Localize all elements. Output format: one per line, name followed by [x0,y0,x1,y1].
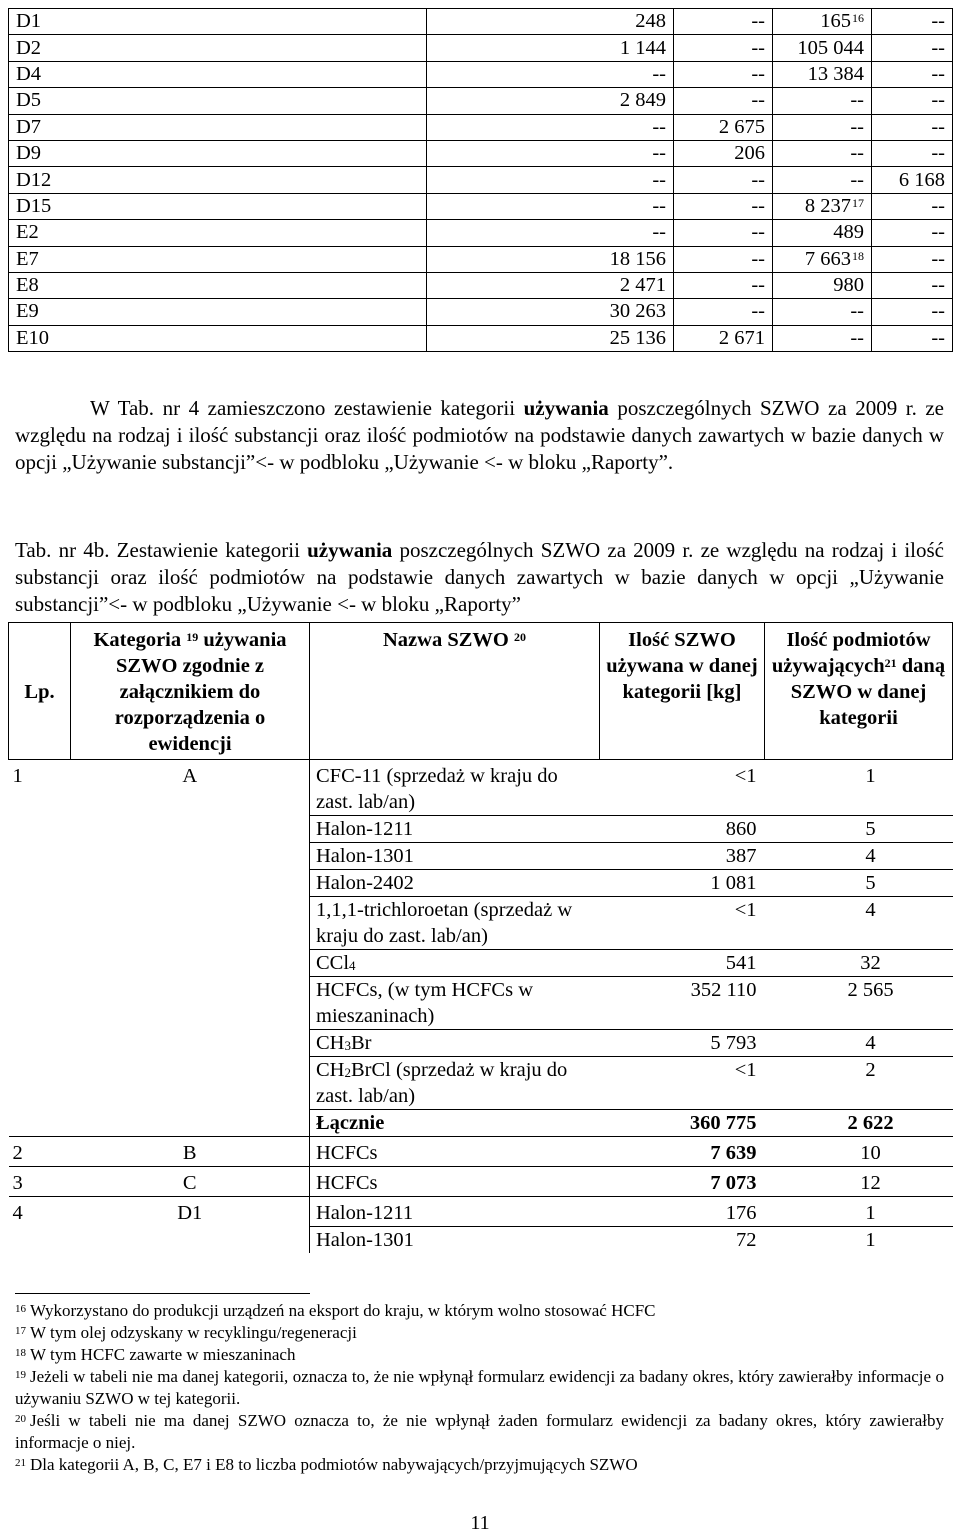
value-col-2 [674,61,773,87]
value-col-1-value: -- [652,62,666,85]
formula-part: BrCl (sprzedaż w kraju do zast. lab/an) [316,1059,568,1107]
table-row [9,760,953,816]
substance-name: Halon-1211 [310,816,600,843]
footnote-number: 19 [15,1369,26,1381]
formula-part: CH [316,1032,345,1054]
substance-name: Halon-1211 [310,1197,600,1227]
value-col-3 [773,140,872,166]
category-code-value: D1 [16,10,42,33]
category-code [9,61,427,87]
category-code-value: D9 [16,142,42,165]
value-col-2 [674,167,773,193]
footnote-item [15,1410,944,1454]
intro-text-start: W Tab. nr 4 zamieszczono zestawienie kategorii [90,396,524,420]
substance-name: HCFCs [310,1167,600,1197]
substance-quantity: 7 073 [600,1167,765,1197]
group-lp: 3 [9,1167,71,1197]
value-col-3-value: 13 384 [807,62,864,85]
total-entity-count: 2 622 [847,1112,894,1134]
category-code [9,299,427,325]
category-code-value: E2 [16,221,39,244]
footnote-number: 18 [15,1347,26,1359]
substance-entity-count: 2 [765,1057,953,1110]
value-col-3-value: -- [850,168,864,191]
substance-entity-count: 1 [765,1197,953,1227]
substance-quantity: 7 639 [600,1137,765,1167]
value-col-2-value: -- [751,62,765,85]
group-lp: 2 [9,1137,71,1167]
footnote-text: W tym HCFC zawarte w mieszaninach [30,1345,296,1364]
value-col-4-value: -- [931,10,945,33]
substance-quantity: 352 110 [600,977,765,1030]
value-col-3 [773,220,872,246]
value-col-1-value: -- [652,168,666,191]
footnote-number: 21 [15,1457,26,1469]
group-lp: 4 [9,1197,71,1227]
substance-name: HCFCs, (w tym HCFCs w mieszaninach) [310,977,600,1030]
header-entities-footnote: 21 [884,656,897,670]
value-col-2 [674,325,773,351]
value-col-4 [872,220,953,246]
header-entities-text-a: Ilość podmiotów używających [771,629,931,677]
header-entities [765,623,953,760]
category-code [9,9,427,35]
value-col-4 [872,167,953,193]
table-row [9,1137,953,1167]
header-quantity-text: Ilość SZWO używana w danej kategorii [kg] [606,629,758,703]
value-col-2-value: -- [751,221,765,244]
footnote-number: 16 [15,1303,26,1315]
intro-text-end: poszczególnych SZWO za 2009 r. ze względu na rodzaj i ilość substancji oraz ilość podmiotów na podstawie danych zawartych w bazie danych w opcji „Używanie substancji”<- w podbloku „Używanie <- w bloku „Raporty”. [15,396,944,474]
value-col-3-value: -- [850,300,864,323]
value-col-3-value: 8 237 [804,194,851,217]
substance-quantity: 72 [736,1229,757,1251]
value-col-4-value: -- [931,142,945,165]
value-col-2-value: -- [751,168,765,191]
table-caption [15,537,944,618]
formula-subscript: 2 [344,1065,351,1080]
value-col-2 [674,88,773,114]
footnote-text: Jeżeli w tabeli nie ma danej kategorii, oznacza to, że nie wpłynął formularz ewidencji za badany okres, który zawierałby informacje o używaniu SZWO w tej kategorii. [15,1367,944,1408]
substance-entity-count: 4 [765,897,953,950]
value-col-1-value: 25 136 [609,326,666,349]
formula-part: CH [316,1059,345,1081]
group-lp: 1 [12,765,23,787]
value-col-1-value: -- [652,142,666,165]
summary-table-body [9,9,953,352]
substance-name: HCFCs [310,1137,600,1167]
value-col-4 [872,35,953,61]
footnote-text: Dla kategorii A, B, C, E7 i E8 to liczba podmiotów nabywających/przyjmujących SZWO [30,1455,638,1474]
footnote-text: Jeśli w tabeli nie ma danej SZWO oznacza to, że nie wpłynął żaden formularz ewidencji za badany okres, który zawierałby informacje o niej. [15,1411,944,1452]
table-row [9,325,953,351]
value-col-3-value: -- [850,115,864,138]
value-col-3-value: -- [850,326,864,349]
value-col-1 [427,61,674,87]
header-lp-text: Lp. [24,681,55,703]
category-code-value: E7 [16,247,39,270]
category-code-value: D5 [16,89,42,112]
value-col-3 [773,193,872,219]
substance-name [310,1030,600,1057]
value-col-2-value: -- [751,89,765,112]
category-code [9,167,427,193]
value-col-1 [427,325,674,351]
substance-quantity: <1 [600,1057,765,1110]
table-row [9,61,953,87]
substance-name: 1,1,1-trichloroetan (sprzedaż w kraju do zast. lab/an) [310,897,600,950]
category-code [9,325,427,351]
value-col-2 [674,272,773,298]
table-row [9,977,953,1030]
formula-subscript: 3 [344,1038,351,1053]
total-label: Łącznie [310,1110,600,1137]
category-code [9,193,427,219]
value-col-2 [674,35,773,61]
footnotes [15,1300,944,1476]
substance-quantity: 1 081 [600,870,765,897]
formula-subscript: 4 [349,958,356,973]
value-col-3-value: -- [850,142,864,165]
value-col-1 [427,246,674,272]
table-row [9,950,953,977]
value-col-4-value: -- [931,115,945,138]
header-category [71,623,310,760]
value-col-3-value: 105 044 [797,36,864,59]
header-category-footnote: 19 [186,630,199,644]
substance-name [310,1057,600,1110]
table-row [9,114,953,140]
value-col-4-value: -- [931,89,945,112]
table-row [9,88,953,114]
table-row [9,220,953,246]
value-col-1 [427,114,674,140]
substance-entity-count: 12 [765,1167,953,1197]
group-category: B [71,1137,310,1167]
header-name-footnote: 20 [513,630,526,644]
header-entities-text-b: daną SZWO w danej kategorii [790,655,946,729]
value-col-3 [773,114,872,140]
value-col-1 [427,9,674,35]
substance-quantity: 541 [600,950,765,977]
substance-quantity: <1 [600,760,765,816]
value-col-3 [773,299,872,325]
usage-table-body [9,760,953,1254]
footnote-item [15,1322,944,1344]
caption-text-end: poszczególnych SZWO za 2009 r. ze względu na rodzaj i ilość substancji oraz ilość podmiotów na podstawie danych zawartych w bazie danych w opcji „Używanie substancji”<- w podbloku „Używanie <- w bloku „Raporty” [15,538,944,616]
table-row [9,843,953,870]
table-row [9,1197,953,1227]
value-col-2 [674,140,773,166]
value-col-4 [872,88,953,114]
value-col-2-value: -- [751,274,765,297]
footnote-number: 17 [15,1325,26,1337]
value-col-4-value: -- [931,62,945,85]
category-code-value: D12 [16,168,52,191]
value-col-3 [773,272,872,298]
header-category-text-a: Kategoria [93,629,182,651]
header-name-text: Nazwa SZWO [383,629,509,651]
value-col-1 [427,272,674,298]
value-col-4 [872,325,953,351]
value-col-4-value: -- [931,300,945,323]
value-col-2-value: 206 [734,142,765,165]
category-code-value: D7 [16,115,42,138]
footnote-number: 20 [15,1413,26,1425]
category-code [9,272,427,298]
footnote-item [15,1366,944,1410]
formula-part: Br [350,1032,372,1054]
footnote-separator [15,1293,310,1294]
category-code-value: D2 [16,36,42,59]
table-row [9,1167,953,1197]
table-row [9,1057,953,1110]
table-row [9,1227,953,1254]
table-row [9,140,953,166]
value-col-3 [773,167,872,193]
table-row [9,1030,953,1057]
substance-quantity: <1 [600,897,765,950]
caption-bold-word: używania [307,538,393,562]
value-col-2 [674,114,773,140]
substance-entity-count: 10 [765,1137,953,1167]
substance-entity-count: 2 565 [765,977,953,1030]
value-col-3-value: 7 663 [804,247,851,270]
summary-table [8,8,953,352]
table-row [9,193,953,219]
value-col-2 [674,246,773,272]
value-col-4 [872,140,953,166]
value-col-4 [872,193,953,219]
substance-entity-count: 5 [765,816,953,843]
category-code [9,35,427,61]
value-col-2 [674,220,773,246]
value-col-3-value: 489 [833,221,864,244]
category-code-value: D4 [16,62,42,85]
value-col-3-value: 980 [833,274,864,297]
header-category-text-b: używania SZWO zgodnie z załącznikiem do rozporządzenia o ewidencji [114,629,287,755]
value-col-3 [773,325,872,351]
value-col-2 [674,299,773,325]
value-col-4 [872,299,953,325]
intro-paragraph [15,395,944,476]
table-row [9,35,953,61]
table-row [9,816,953,843]
value-col-3 [773,35,872,61]
substance-entity-count: 4 [765,843,953,870]
value-col-2-value: -- [751,194,765,217]
footnote-reference: 18 [852,248,864,263]
substance-name: Halon-1301 [310,1227,600,1254]
group-category: D1 [71,1197,310,1227]
value-col-2-value: 2 675 [718,115,765,138]
table-row [9,299,953,325]
value-col-1-value: -- [652,221,666,244]
substance-name: CFC-11 (sprzedaż w kraju do zast. lab/an) [310,760,600,816]
value-col-1 [427,220,674,246]
value-col-3-value: -- [850,89,864,112]
value-col-3 [773,246,872,272]
category-code [9,140,427,166]
substance-entity-count: 5 [765,870,953,897]
value-col-4-value: -- [931,326,945,349]
value-col-2 [674,193,773,219]
substance-entity-count: 4 [765,1030,953,1057]
footnote-text: Wykorzystano do produkcji urządzeń na eksport do kraju, w którym wolno stosować HCFC [30,1301,656,1320]
formula-part: CCl [316,952,350,974]
substance-entity-count: 1 [765,760,953,816]
value-col-4 [872,272,953,298]
value-col-4 [872,61,953,87]
substance-name: Halon-1301 [310,843,600,870]
value-col-1-value: 1 144 [619,36,666,59]
value-col-1-value: -- [652,115,666,138]
header-lp [9,623,71,760]
group-category: A [182,765,198,787]
value-col-2-value: -- [751,300,765,323]
value-col-3-value: 165 [820,10,851,33]
substance-entity-count: 32 [765,950,953,977]
value-col-1 [427,140,674,166]
value-col-1-value: 2 849 [619,89,666,112]
caption-text-start: Tab. nr 4b. Zestawienie kategorii [15,538,308,562]
value-col-4-value: -- [931,274,945,297]
substance-entity-count: 1 [865,1229,876,1251]
category-code-value: E8 [16,274,39,297]
table-row [9,246,953,272]
value-col-1-value: -- [652,194,666,217]
value-col-4-value: -- [931,247,945,270]
value-col-4 [872,246,953,272]
table-row [9,272,953,298]
footnote-reference: 17 [852,195,864,210]
substance-name: Halon-2402 [310,870,600,897]
footnote-item [15,1300,944,1322]
value-col-1 [427,35,674,61]
value-col-1-value: 30 263 [609,300,666,323]
value-col-2-value: -- [751,10,765,33]
substance-quantity: 387 [600,843,765,870]
intro-bold-word: używania [523,396,609,420]
category-code [9,88,427,114]
value-col-3 [773,9,872,35]
footnote-text: W tym olej odzyskany w recyklingu/regeneracji [30,1323,357,1342]
category-code [9,246,427,272]
footnote-reference: 16 [852,11,864,26]
value-col-1 [427,193,674,219]
table-row [9,9,953,35]
usage-table-header [9,623,953,760]
value-col-1-value: 2 471 [619,274,666,297]
value-col-1-value: 18 156 [609,247,666,270]
substance-name [310,950,600,977]
value-col-4-value: -- [931,194,945,217]
group-category: C [71,1167,310,1197]
footnote-item [15,1454,944,1476]
substance-quantity: 176 [600,1197,765,1227]
category-code [9,220,427,246]
value-col-1-value: 248 [635,10,666,33]
value-col-4-value: 6 168 [898,168,945,191]
usage-table [8,622,953,1253]
value-col-4-value: -- [931,36,945,59]
value-col-3 [773,88,872,114]
category-code-value: D15 [16,194,52,217]
value-col-2 [674,9,773,35]
category-code-value: E9 [16,300,39,323]
page-number: 11 [470,1512,490,1534]
value-col-1 [427,88,674,114]
table-row-total [9,1110,953,1137]
substance-quantity: 5 793 [600,1030,765,1057]
value-col-4 [872,9,953,35]
value-col-1 [427,167,674,193]
table-row [9,897,953,950]
value-col-2-value: -- [751,36,765,59]
header-name [310,623,600,760]
value-col-2-value: 2 671 [718,326,765,349]
substance-quantity: 860 [600,816,765,843]
value-col-2-value: -- [751,247,765,270]
value-col-3 [773,61,872,87]
header-quantity [600,623,765,760]
table-row [9,870,953,897]
category-code-value: E10 [16,326,50,349]
table-row [9,167,953,193]
value-col-4 [872,114,953,140]
category-code [9,114,427,140]
value-col-1 [427,299,674,325]
total-quantity: 360 775 [689,1112,757,1134]
footnote-item [15,1344,944,1366]
value-col-4-value: -- [931,221,945,244]
